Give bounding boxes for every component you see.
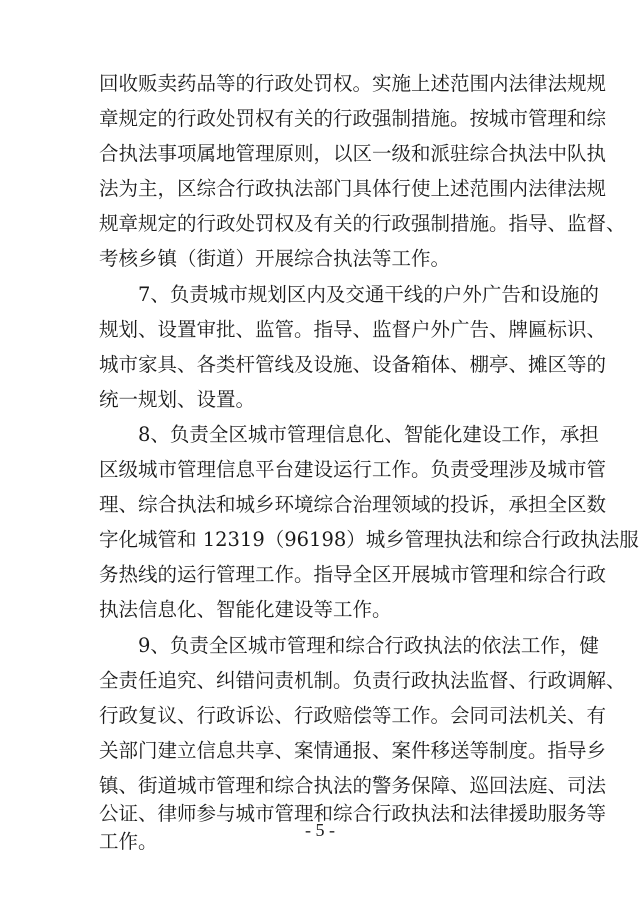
text-line: 区级城市管理信息平台建设运行工作。负责受理涉及城市管 xyxy=(99,458,607,481)
text-line: 规划、设置审批、监管。指导、监督户外广告、牌匾标识、 xyxy=(99,318,607,341)
text-line: 统一规划、设置。 xyxy=(99,388,256,411)
text-line: 回收贩卖药品等的行政处罚权。实施上述范围内法律法规规 xyxy=(99,72,607,95)
text-line: 字化城管和 12319（96198）城乡管理执法和综合行政执法服 xyxy=(99,528,639,551)
text-line: 合执法事项属地管理原则，以区一级和派驻综合执法中队执 xyxy=(99,142,607,165)
text-line: 公证、律师参与城市管理和综合行政执法和法律援助服务等 xyxy=(99,802,607,825)
paragraph-9-first-line: 9、负责全区城市管理和综合行政执法的依法工作，健 xyxy=(138,634,599,657)
text-line: 规章规定的行政处罚权及有关的行政强制措施。指导、监督、 xyxy=(99,212,626,235)
paragraph-8-first-line: 8、负责全区城市管理信息化、智能化建设工作，承担 xyxy=(138,423,599,446)
text-line: 城市家具、各类杆管线及设施、设备箱体、棚亭、摊区等的 xyxy=(99,353,607,376)
page-number: - 5 - xyxy=(305,820,335,840)
text-line: 理、综合执法和城乡环境综合治理领域的投诉，承担全区数 xyxy=(99,493,607,516)
text-line: 考核乡镇（街道）开展综合执法等工作。 xyxy=(99,247,451,270)
text-line: 工作。 xyxy=(99,830,158,853)
text-line: 务热线的运行管理工作。指导全区开展城市管理和综合行政 xyxy=(99,563,607,586)
text-line: 法为主，区综合行政执法部门具体行使上述范围内法律法规 xyxy=(99,177,607,200)
text-line: 镇、街道城市管理和综合执法的警务保障、巡回法庭、司法 xyxy=(99,774,607,797)
text-line: 全责任追究、纠错问责机制。负责行政执法监督、行政调解、 xyxy=(99,669,626,692)
paragraph-7-first-line: 7、负责城市规划区内及交通干线的户外广告和设施的 xyxy=(138,283,599,306)
text-line: 关部门建立信息共享、案情通报、案件移送等制度。指导乡 xyxy=(99,739,607,762)
text-line: 章规定的行政处罚权有关的行政强制措施。按城市管理和综 xyxy=(99,107,607,130)
text-line: 执法信息化、智能化建设等工作。 xyxy=(99,598,392,621)
text-line: 行政复议、行政诉讼、行政赔偿等工作。会同司法机关、有 xyxy=(99,704,607,727)
